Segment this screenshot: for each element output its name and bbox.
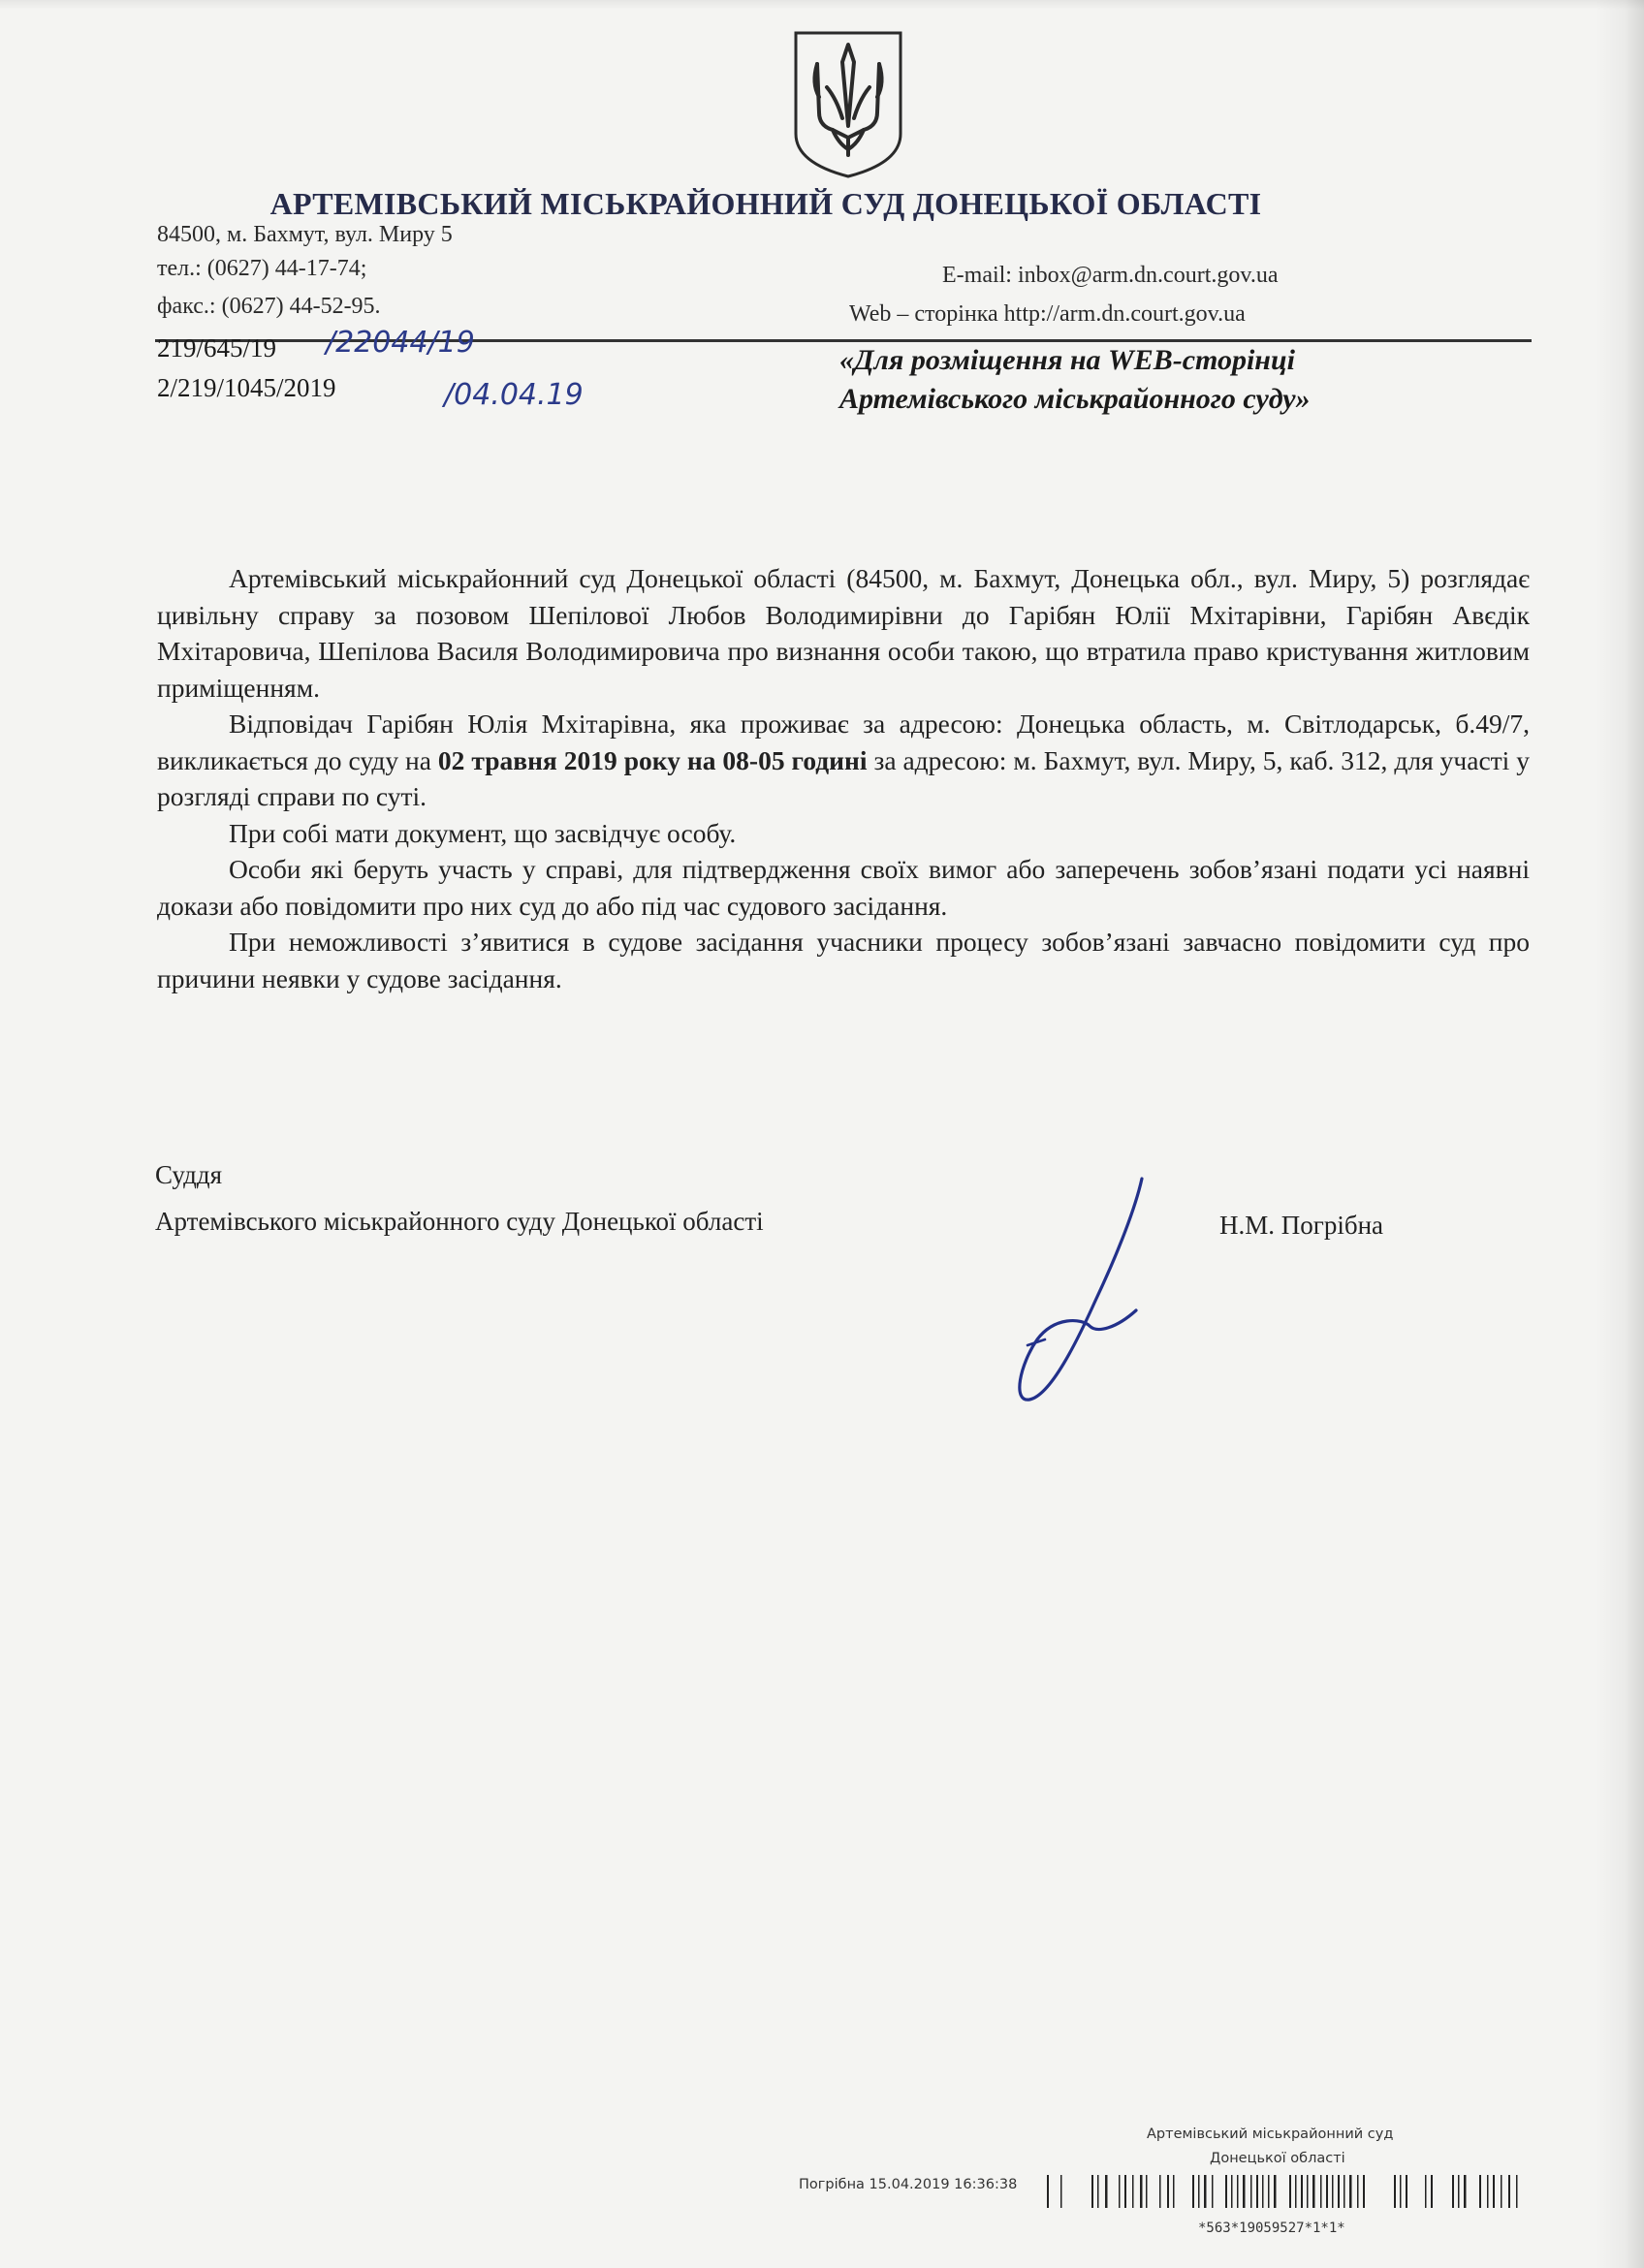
judge-name: Н.М. Погрібна bbox=[1219, 1211, 1384, 1240]
stamp-court-line-1: Артемівський міськрайонний суд bbox=[1147, 2126, 1394, 2142]
barcode-icon bbox=[1047, 2173, 1522, 2212]
paragraph-case-description: Артемівський міськрайонний суд Донецької області (84500, м. Бахмут, Донецька обл., вул. Миру, 5) розглядає цивільну справу за позовом Шепілової Любов Володимирівни до Гарібян Юлії Мхітарівни, Гарібян Авєдік Мхітаровича, Шепілова Василя Володимировича про визнання особи такою, що втратила право кристування житловим приміщенням. bbox=[157, 563, 1530, 703]
judge-title: Суддя bbox=[155, 1160, 223, 1189]
stamp-registration: Погрібна 15.04.2019 16:36:38 bbox=[799, 2177, 1018, 2192]
scan-shadow-right bbox=[1596, 0, 1644, 2268]
paragraph-summons bbox=[157, 706, 1530, 815]
paragraph-evidence: Особи які беруть участь у справі, для підтвердження своїх вимог або заперечень зобов’язані подати усі наявні докази або повідомити про них суд до або під час судового засідання. bbox=[157, 854, 1530, 921]
stamp-court-line-2: Донецької області bbox=[1210, 2151, 1345, 2166]
web-publication-note bbox=[839, 341, 1311, 419]
court-email: E-mail: inbox@arm.dn.court.gov.ua bbox=[942, 263, 1279, 288]
web-note-line-1: «Для розміщення на WEB-сторінці bbox=[839, 344, 1295, 376]
letter-body bbox=[157, 560, 1530, 996]
judge-signature-icon bbox=[989, 1175, 1154, 1407]
court-website: Web – сторінка http://arm.dn.court.gov.ua bbox=[849, 301, 1246, 327]
handwritten-registration-date: /04.04.19 bbox=[444, 378, 584, 412]
summons-text-end: за адресою: м. Бахмут, вул. Миру, 5, каб. 312, для участі у розгляді справи по суті. bbox=[157, 744, 1530, 811]
scan-shadow-top bbox=[0, 0, 1644, 10]
court-phone: тел.: (0627) 44-17-74; bbox=[157, 256, 367, 281]
barcode-number: *563*19059527*1*1* bbox=[1198, 2221, 1345, 2236]
judge-court: Артемівського міськрайонного суду Донецької області bbox=[155, 1207, 764, 1236]
case-reference-1: 219/645/19 bbox=[157, 333, 277, 362]
court-fax: факс.: (0627) 44-52-95. bbox=[157, 294, 381, 319]
paragraph-absence-notice: При неможливості з’явитися в судове засідання учасники процесу зобов’язані завчасно повідомити суд про причини неявки у судове засідання. bbox=[157, 927, 1530, 993]
paragraph-identity-document: При собі мати документ, що засвідчує особу. bbox=[229, 817, 737, 848]
court-name-heading: АРТЕМІВСЬКИЙ МІСЬКРАЙОННИЙ СУД ДОНЕЦЬКОЇ ОБЛАСТІ bbox=[269, 186, 1262, 221]
court-address: 84500, м. Бахмут, вул. Миру 5 bbox=[157, 222, 453, 247]
case-reference-2: 2/219/1045/2019 bbox=[157, 373, 336, 402]
web-note-line-2: Артемівського міськрайонного суду» bbox=[839, 383, 1311, 415]
handwritten-registration-number: /22044/19 bbox=[326, 326, 475, 360]
coat-of-arms-icon bbox=[790, 29, 906, 180]
hearing-date-time: 02 травня 2019 року на 08-05 годині bbox=[437, 744, 868, 775]
summons-text-start: Відповідач Гарібян Юлія Мхітарівна, яка проживає за адресою: Донецька область, м. Світлодарськ, б.49/7, викликається до суду на bbox=[157, 709, 1530, 775]
